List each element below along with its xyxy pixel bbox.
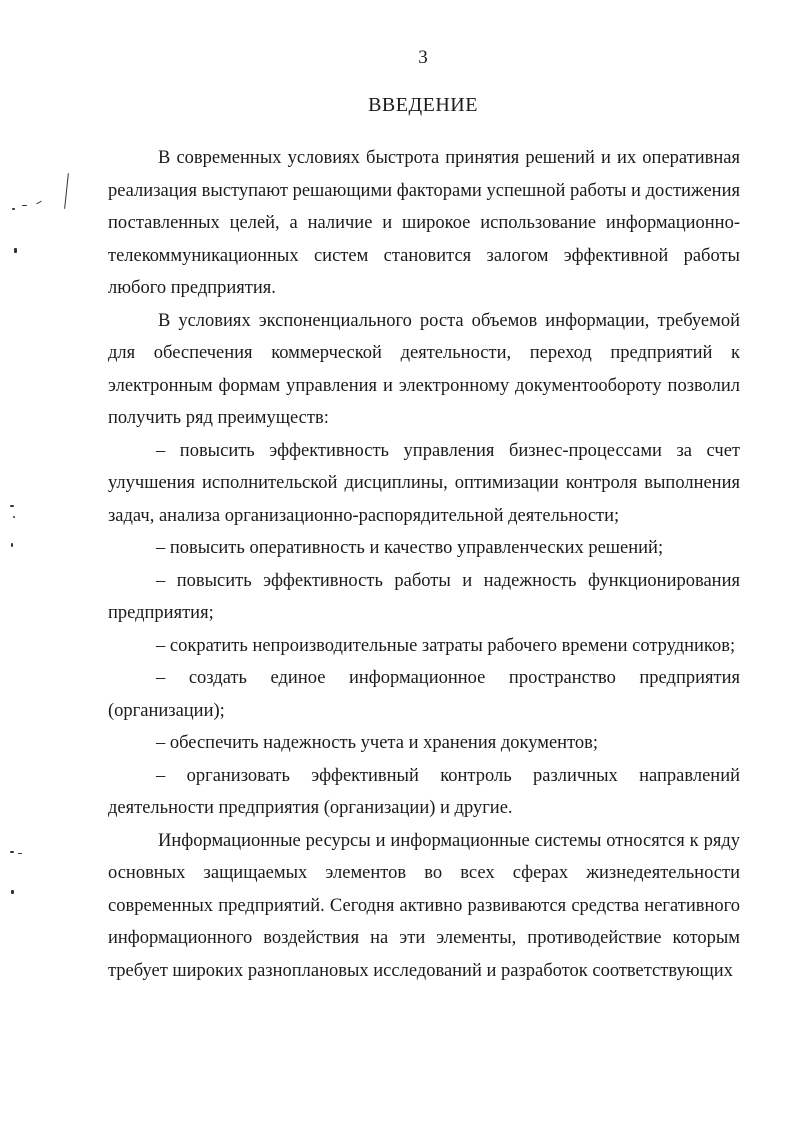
scan-artifact [11,890,14,894]
list-item: – повысить оперативность и качество управленческих решений; [156,538,664,558]
scan-artifact [10,851,14,853]
scan-artifact [18,853,22,854]
list-item: – повысить эффективность работы и надежность функционирования предприятия; [108,570,740,623]
scan-artifact [10,505,14,507]
paragraph-advantages-lead: В условиях экспоненциального роста объемов информации, требуемой для обеспечения коммерческой деятельности, переход предприятий к электронным формам управления и электронному документообороту позволил получить ряд преимуществ: [108,310,740,428]
section-heading: ВВЕДЕНИЕ [368,94,478,116]
scan-artifact [36,201,42,205]
scan-artifact [11,543,13,547]
list-item: – повысить эффективность управления бизнес-процессами за счет улучшения исполнительской дисциплины, оптимизации контроля выполнения задач, анализа организационно-распорядительной деятельности; [108,440,740,526]
list-item: – организовать эффективный контроль различных направлений деятельности предприятия (организации) и другие. [108,765,740,818]
paragraph-information-resources: Информационные ресурсы и информационные системы относятся к ряду основных защищаемых элементов во всех сферах жизнедеятельности современных предприятий. Сегодня активно развиваются средства негативного информационного воздействия на эти элементы, противодействие которым требует широких разноплановых исследований и разработок соответствующих [108,830,740,981]
paragraph-intro: В современных условиях быстрота принятия решений и их оперативная реализация выступают решающими факторами успешной работы и достижения поставленных целей, а наличие и широкое использование информационно-телекоммуникационных систем становится залогом эффективной работы любого предприятия. [108,148,740,298]
scan-artifact [14,248,17,253]
body-text [108,142,740,987]
scan-artifact [12,208,15,210]
scan-artifact [13,516,15,518]
list-item: – обеспечить надежность учета и хранения документов; [156,733,599,753]
scan-artifact [22,205,27,206]
list-item: – создать единое информационное пространство предприятия (организации); [108,668,740,721]
list-item: – сократить непроизводительные затраты рабочего времени сотрудников; [156,635,736,656]
scan-artifact [64,173,69,209]
page-number: 3 [418,47,428,68]
